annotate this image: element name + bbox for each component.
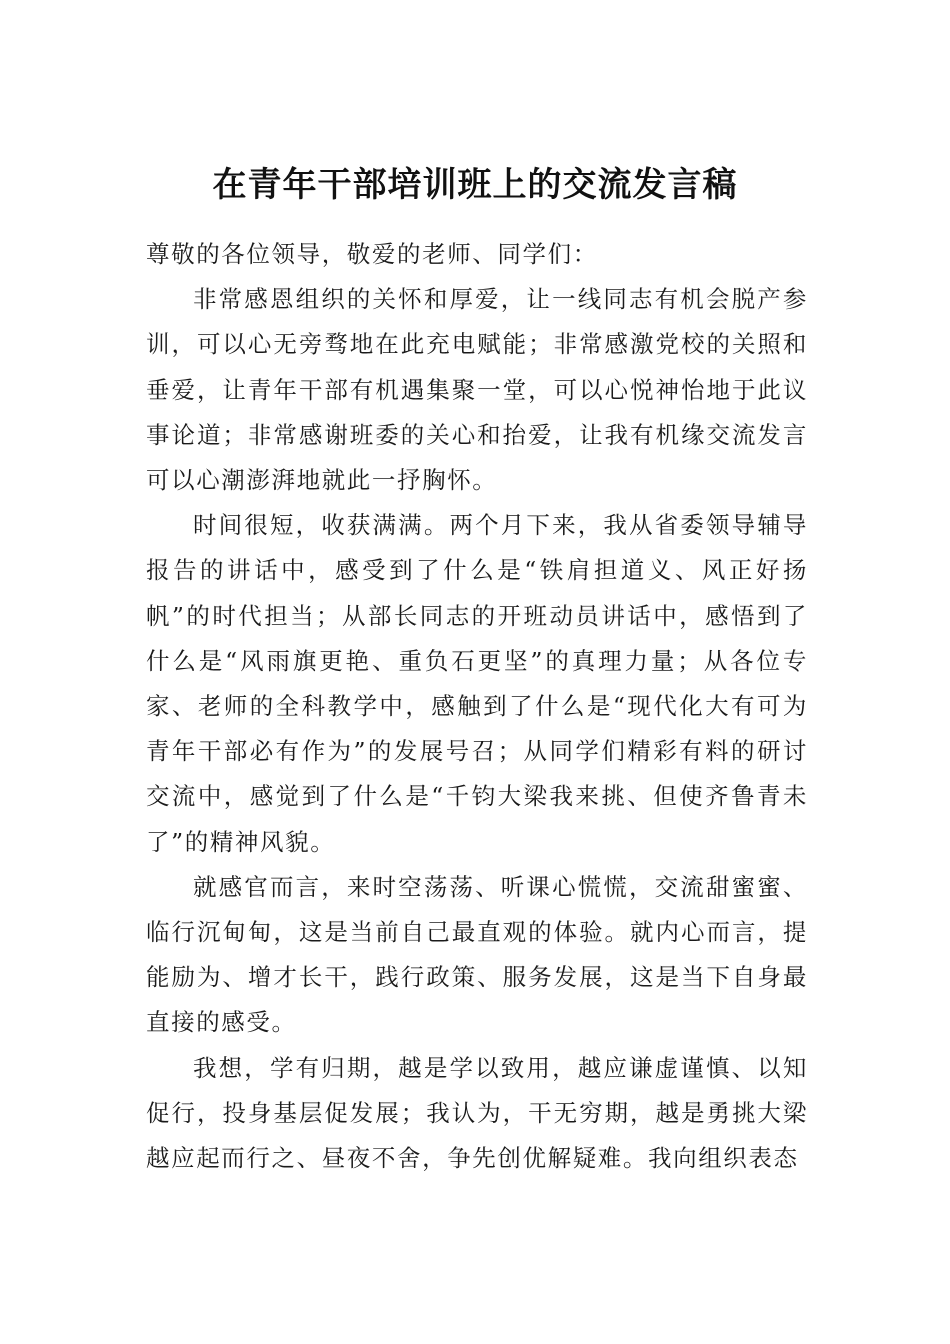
salutation: 尊敬的各位领导，敬爱的老师、同学们： — [146, 240, 598, 268]
document-title: 在青年干部培训班上的交流发言稿 — [212, 165, 738, 205]
paragraph-harvest: 时间很短，收获满满。两个月下来，我从省委领导辅导报告的讲话中，感受到了什么是“铁肩担道义、风正好扬帆”的时代担当；从部长同志的开班动员讲话中，感悟到了什么是“风雨旗更艳、重负石更坚”的真理力量；从各位专家、老师的全科教学中，感触到了什么是“现代化大有可为青年干部必有作为”的发展号召；从同学们精彩有料的研讨交流中，感觉到了什么是“千钧大梁我来挑、但使齐鲁青未了”的精神风貌。 — [146, 511, 808, 856]
paragraph-gratitude: 非常感恩组织的关怀和厚爱，让一线同志有机会脱产参训，可以心无旁骛地在此充电赋能；非常感激党校的关照和垂爱，让青年干部有机遇集聚一堂，可以心悦神怡地于此议事论道；非常感谢班委的关心和抬爱，让我有机缘交流发言可以心潮澎湃地就此一抒胸怀。 — [146, 285, 808, 495]
paragraph-feelings: 就感官而言，来时空荡荡、听课心慌慌，交流甜蜜蜜、临行沉甸甸，这是当前自己最直观的体验。就内心而言，提能励为、增才长干，践行政策、服务发展，这是当下自身最直接的感受。 — [146, 872, 808, 1037]
paragraph-commitment: 我想，学有归期，越是学以致用，越应谦虚谨慎、以知促行，投身基层促发展；我认为，干无穷期，越是勇挑大梁越应起而行之、昼夜不舍，争先创优解疑难。我向组织表态 — [146, 1053, 808, 1173]
document-body — [146, 232, 808, 1181]
